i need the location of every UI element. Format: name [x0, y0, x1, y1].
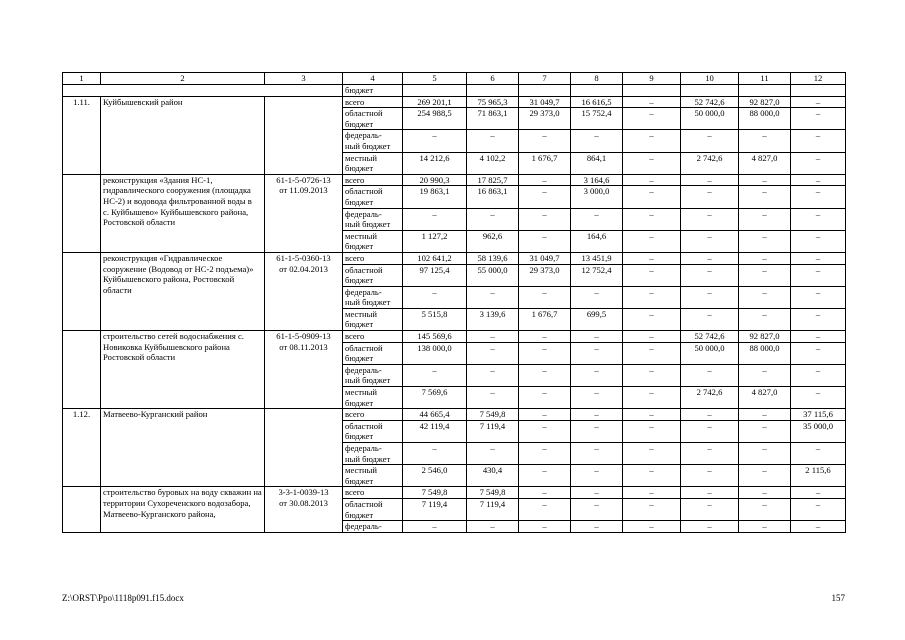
- header-row: [63, 73, 846, 85]
- value-cell: –: [571, 420, 623, 442]
- row-label: всего: [343, 252, 403, 264]
- value-cell: 7 119,4: [467, 498, 519, 520]
- value-cell: –: [791, 208, 846, 230]
- value-cell: 35 000,0: [791, 420, 846, 442]
- item-code: 61-1-5-0360-13 от 02.04.2013: [265, 252, 343, 330]
- header-cell: 4: [343, 73, 403, 85]
- item-code: 61-1-5-0726-13 от 11.09.2013: [265, 174, 343, 252]
- value-cell: –: [403, 443, 467, 465]
- value-cell: –: [571, 498, 623, 520]
- value-cell: –: [791, 130, 846, 152]
- value-cell: –: [519, 342, 571, 364]
- value-cell: –: [467, 521, 519, 533]
- value-cell: 42 119,4: [403, 420, 467, 442]
- empty-cell: [681, 85, 739, 97]
- value-cell: 7 569,6: [403, 387, 467, 409]
- value-cell: –: [739, 174, 791, 186]
- value-cell: –: [623, 96, 681, 108]
- value-cell: –: [403, 130, 467, 152]
- row-label: федераль- ный бюджет: [343, 208, 403, 230]
- value-cell: –: [623, 331, 681, 343]
- value-cell: 5 515,8: [403, 308, 467, 330]
- value-cell: 16 616,5: [571, 96, 623, 108]
- value-cell: –: [681, 465, 739, 487]
- value-cell: –: [571, 387, 623, 409]
- value-cell: –: [519, 130, 571, 152]
- value-cell: 75 965,3: [467, 96, 519, 108]
- item-number: 1.11.: [63, 96, 101, 174]
- value-cell: 3 000,0: [571, 186, 623, 208]
- item-name: строительство сетей водоснабжения с. Новиковка Куйбышевского района Ростовской области: [101, 331, 265, 409]
- table-row: [63, 96, 846, 108]
- value-cell: –: [681, 521, 739, 533]
- value-cell: –: [791, 252, 846, 264]
- value-cell: –: [623, 152, 681, 174]
- value-cell: –: [467, 208, 519, 230]
- header-cell: 12: [791, 73, 846, 85]
- value-cell: –: [519, 387, 571, 409]
- value-cell: 1 676,7: [519, 308, 571, 330]
- value-cell: –: [467, 443, 519, 465]
- item-name: Куйбышевский район: [101, 96, 265, 174]
- value-cell: –: [739, 308, 791, 330]
- value-cell: 88 000,0: [739, 342, 791, 364]
- row-label: областной бюджет: [343, 342, 403, 364]
- table-row: [63, 487, 846, 499]
- empty-cell: [791, 85, 846, 97]
- header-cell: 7: [519, 73, 571, 85]
- value-cell: –: [791, 331, 846, 343]
- value-cell: –: [403, 208, 467, 230]
- value-cell: –: [571, 331, 623, 343]
- item-number: [63, 174, 101, 252]
- item-code: 61-1-5-0909-13 от 08.11.2013: [265, 331, 343, 409]
- value-cell: –: [681, 443, 739, 465]
- value-cell: 7 119,4: [403, 498, 467, 520]
- value-cell: –: [791, 108, 846, 130]
- empty-cell: [623, 85, 681, 97]
- value-cell: –: [571, 443, 623, 465]
- value-cell: 7 119,4: [467, 420, 519, 442]
- row-label: федераль- ный бюджет: [343, 364, 403, 386]
- value-cell: –: [739, 487, 791, 499]
- value-cell: –: [467, 130, 519, 152]
- value-cell: 13 451,9: [571, 252, 623, 264]
- value-cell: –: [623, 387, 681, 409]
- value-cell: –: [623, 498, 681, 520]
- value-cell: –: [791, 264, 846, 286]
- value-cell: –: [681, 230, 739, 252]
- value-cell: –: [623, 186, 681, 208]
- value-cell: –: [791, 498, 846, 520]
- row-label: местный бюджет: [343, 387, 403, 409]
- empty-cell: [403, 85, 467, 97]
- value-cell: –: [739, 286, 791, 308]
- value-cell: –: [519, 230, 571, 252]
- table-body: [63, 85, 846, 533]
- value-cell: 864,1: [571, 152, 623, 174]
- value-cell: 31 049,7: [519, 96, 571, 108]
- value-cell: 50 000,0: [681, 342, 739, 364]
- item-name: Матвеево-Курганский район: [101, 409, 265, 487]
- value-cell: –: [467, 364, 519, 386]
- value-cell: 44 665,4: [403, 409, 467, 421]
- file-path: Z:\ORST\Ppo\1118p091.f15.docx: [62, 593, 184, 603]
- item-name: реконструкция «Здания НС-1, гидравлического сооружения (площадка НС-2) и водовода фильтрованной воды в с. Куйбышево» Куйбышевского района, Ростовской области: [101, 174, 265, 252]
- row-label: областной бюджет: [343, 498, 403, 520]
- value-cell: 20 990,3: [403, 174, 467, 186]
- value-cell: 17 825,7: [467, 174, 519, 186]
- row-label: местный бюджет: [343, 230, 403, 252]
- value-cell: 12 752,4: [571, 264, 623, 286]
- value-cell: 14 212,6: [403, 152, 467, 174]
- value-cell: –: [739, 252, 791, 264]
- value-cell: –: [791, 286, 846, 308]
- value-cell: 430,4: [467, 465, 519, 487]
- value-cell: –: [519, 174, 571, 186]
- value-cell: –: [467, 331, 519, 343]
- value-cell: –: [739, 264, 791, 286]
- value-cell: 269 201,1: [403, 96, 467, 108]
- value-cell: –: [681, 186, 739, 208]
- value-cell: 37 115,6: [791, 409, 846, 421]
- value-cell: 7 549,8: [403, 487, 467, 499]
- value-cell: –: [571, 521, 623, 533]
- value-cell: –: [571, 286, 623, 308]
- item-code: 3-3-1-0039-13 от 30.08.2013: [265, 487, 343, 532]
- value-cell: 16 863,1: [467, 186, 519, 208]
- value-cell: –: [519, 364, 571, 386]
- value-cell: 962,6: [467, 230, 519, 252]
- table-row: [63, 252, 846, 264]
- table-row: [63, 331, 846, 343]
- item-number: [63, 487, 101, 532]
- value-cell: 7 549,8: [467, 409, 519, 421]
- value-cell: –: [571, 364, 623, 386]
- value-cell: –: [623, 286, 681, 308]
- header-cell: 1: [63, 73, 101, 85]
- empty-cell: [739, 85, 791, 97]
- value-cell: –: [681, 420, 739, 442]
- value-cell: –: [791, 342, 846, 364]
- header-cell: 8: [571, 73, 623, 85]
- row-label: федераль-: [343, 521, 403, 533]
- value-cell: –: [623, 364, 681, 386]
- item-number: 1.12.: [63, 409, 101, 487]
- item-name: реконструкция «Гидравлическое сооружение (Водовод от НС-2 подъема)» Куйбышевского района, Ростовской области: [101, 252, 265, 330]
- header-cell: 11: [739, 73, 791, 85]
- item-number: [63, 252, 101, 330]
- row-label: федераль- ный бюджет: [343, 443, 403, 465]
- value-cell: –: [623, 409, 681, 421]
- table-header: [63, 73, 846, 85]
- row-label: федераль- ный бюджет: [343, 286, 403, 308]
- value-cell: 1 676,7: [519, 152, 571, 174]
- value-cell: 97 125,4: [403, 264, 467, 286]
- value-cell: 31 049,7: [519, 252, 571, 264]
- row-label: всего: [343, 96, 403, 108]
- value-cell: –: [467, 286, 519, 308]
- empty-cell: [571, 85, 623, 97]
- value-cell: –: [739, 465, 791, 487]
- value-cell: 254 988,5: [403, 108, 467, 130]
- row-label: местный бюджет: [343, 465, 403, 487]
- value-cell: –: [791, 186, 846, 208]
- value-cell: –: [623, 308, 681, 330]
- value-cell: –: [571, 208, 623, 230]
- value-cell: –: [519, 521, 571, 533]
- value-cell: –: [519, 443, 571, 465]
- value-cell: –: [791, 521, 846, 533]
- value-cell: –: [519, 331, 571, 343]
- value-cell: –: [519, 186, 571, 208]
- value-cell: –: [681, 264, 739, 286]
- value-cell: –: [739, 186, 791, 208]
- value-cell: –: [681, 208, 739, 230]
- value-cell: –: [739, 443, 791, 465]
- value-cell: –: [467, 342, 519, 364]
- value-cell: 58 139,6: [467, 252, 519, 264]
- value-cell: 102 641,2: [403, 252, 467, 264]
- value-cell: –: [623, 521, 681, 533]
- value-cell: –: [571, 465, 623, 487]
- item-number: [63, 331, 101, 409]
- value-cell: –: [791, 230, 846, 252]
- row-label: областной бюджет: [343, 108, 403, 130]
- value-cell: –: [571, 130, 623, 152]
- header-cell: 6: [467, 73, 519, 85]
- value-cell: –: [739, 409, 791, 421]
- value-cell: –: [739, 498, 791, 520]
- value-cell: –: [623, 487, 681, 499]
- table-row: [63, 174, 846, 186]
- value-cell: –: [623, 174, 681, 186]
- value-cell: –: [623, 264, 681, 286]
- empty-cell: [63, 85, 343, 97]
- table-row: [63, 409, 846, 421]
- value-cell: –: [739, 130, 791, 152]
- value-cell: –: [623, 108, 681, 130]
- value-cell: –: [623, 252, 681, 264]
- value-cell: –: [519, 487, 571, 499]
- row-label: областной бюджет: [343, 264, 403, 286]
- row-label: всего: [343, 331, 403, 343]
- value-cell: –: [403, 364, 467, 386]
- value-cell: 3 164,6: [571, 174, 623, 186]
- value-cell: –: [519, 420, 571, 442]
- table-row: [63, 85, 846, 97]
- value-cell: –: [791, 152, 846, 174]
- header-cell: 3: [265, 73, 343, 85]
- value-cell: 2 115,6: [791, 465, 846, 487]
- value-cell: 71 863,1: [467, 108, 519, 130]
- value-cell: –: [623, 465, 681, 487]
- value-cell: 52 742,6: [681, 331, 739, 343]
- value-cell: 52 742,6: [681, 96, 739, 108]
- value-cell: 4 102,2: [467, 152, 519, 174]
- row-label: всего: [343, 409, 403, 421]
- value-cell: –: [681, 286, 739, 308]
- value-cell: –: [791, 487, 846, 499]
- value-cell: 2 546,0: [403, 465, 467, 487]
- value-cell: –: [739, 420, 791, 442]
- item-code: [265, 96, 343, 174]
- value-cell: –: [791, 174, 846, 186]
- value-cell: –: [519, 286, 571, 308]
- row-label: местный бюджет: [343, 152, 403, 174]
- value-cell: 55 000,0: [467, 264, 519, 286]
- value-cell: –: [739, 208, 791, 230]
- value-cell: 4 827,0: [739, 152, 791, 174]
- value-cell: –: [681, 409, 739, 421]
- empty-cell: [519, 85, 571, 97]
- value-cell: 92 827,0: [739, 331, 791, 343]
- value-cell: –: [623, 420, 681, 442]
- row-label: всего: [343, 487, 403, 499]
- row-label: федераль- ный бюджет: [343, 130, 403, 152]
- row-label: местный бюджет: [343, 308, 403, 330]
- value-cell: 15 752,4: [571, 108, 623, 130]
- value-cell: 4 827,0: [739, 387, 791, 409]
- value-cell: –: [519, 498, 571, 520]
- value-cell: –: [791, 308, 846, 330]
- value-cell: –: [623, 230, 681, 252]
- value-cell: –: [681, 174, 739, 186]
- header-cell: 5: [403, 73, 467, 85]
- value-cell: 145 569,6: [403, 331, 467, 343]
- row-label: бюджет: [343, 85, 403, 97]
- value-cell: –: [739, 364, 791, 386]
- budget-table: [62, 72, 846, 533]
- value-cell: –: [403, 521, 467, 533]
- row-label: всего: [343, 174, 403, 186]
- value-cell: –: [519, 208, 571, 230]
- value-cell: 88 000,0: [739, 108, 791, 130]
- value-cell: –: [571, 342, 623, 364]
- value-cell: –: [681, 130, 739, 152]
- value-cell: –: [681, 252, 739, 264]
- empty-cell: [467, 85, 519, 97]
- value-cell: –: [571, 409, 623, 421]
- value-cell: –: [681, 487, 739, 499]
- row-label: областной бюджет: [343, 186, 403, 208]
- value-cell: –: [739, 521, 791, 533]
- header-cell: 2: [101, 73, 265, 85]
- row-label: областной бюджет: [343, 420, 403, 442]
- value-cell: –: [519, 409, 571, 421]
- value-cell: –: [791, 387, 846, 409]
- value-cell: –: [623, 208, 681, 230]
- value-cell: 164,6: [571, 230, 623, 252]
- value-cell: 50 000,0: [681, 108, 739, 130]
- value-cell: –: [791, 364, 846, 386]
- value-cell: –: [791, 443, 846, 465]
- value-cell: 29 373,0: [519, 108, 571, 130]
- value-cell: 1 127,2: [403, 230, 467, 252]
- value-cell: –: [623, 342, 681, 364]
- value-cell: 2 742,6: [681, 387, 739, 409]
- value-cell: –: [571, 487, 623, 499]
- value-cell: –: [519, 465, 571, 487]
- value-cell: –: [681, 364, 739, 386]
- value-cell: 699,5: [571, 308, 623, 330]
- value-cell: 7 549,8: [467, 487, 519, 499]
- item-name: строительство буровых на воду скважин на территории Сухореченского водозабора, Матвеево-Курганского района,: [101, 487, 265, 532]
- value-cell: –: [623, 443, 681, 465]
- value-cell: 92 827,0: [739, 96, 791, 108]
- header-cell: 10: [681, 73, 739, 85]
- value-cell: –: [623, 130, 681, 152]
- value-cell: 2 742,6: [681, 152, 739, 174]
- value-cell: –: [739, 230, 791, 252]
- value-cell: –: [791, 96, 846, 108]
- value-cell: 138 000,0: [403, 342, 467, 364]
- value-cell: 19 863,1: [403, 186, 467, 208]
- value-cell: –: [681, 498, 739, 520]
- value-cell: –: [403, 286, 467, 308]
- header-cell: 9: [623, 73, 681, 85]
- item-code: [265, 409, 343, 487]
- value-cell: –: [467, 387, 519, 409]
- value-cell: –: [681, 308, 739, 330]
- value-cell: 29 373,0: [519, 264, 571, 286]
- page-number: 157: [831, 593, 845, 603]
- value-cell: 3 139,6: [467, 308, 519, 330]
